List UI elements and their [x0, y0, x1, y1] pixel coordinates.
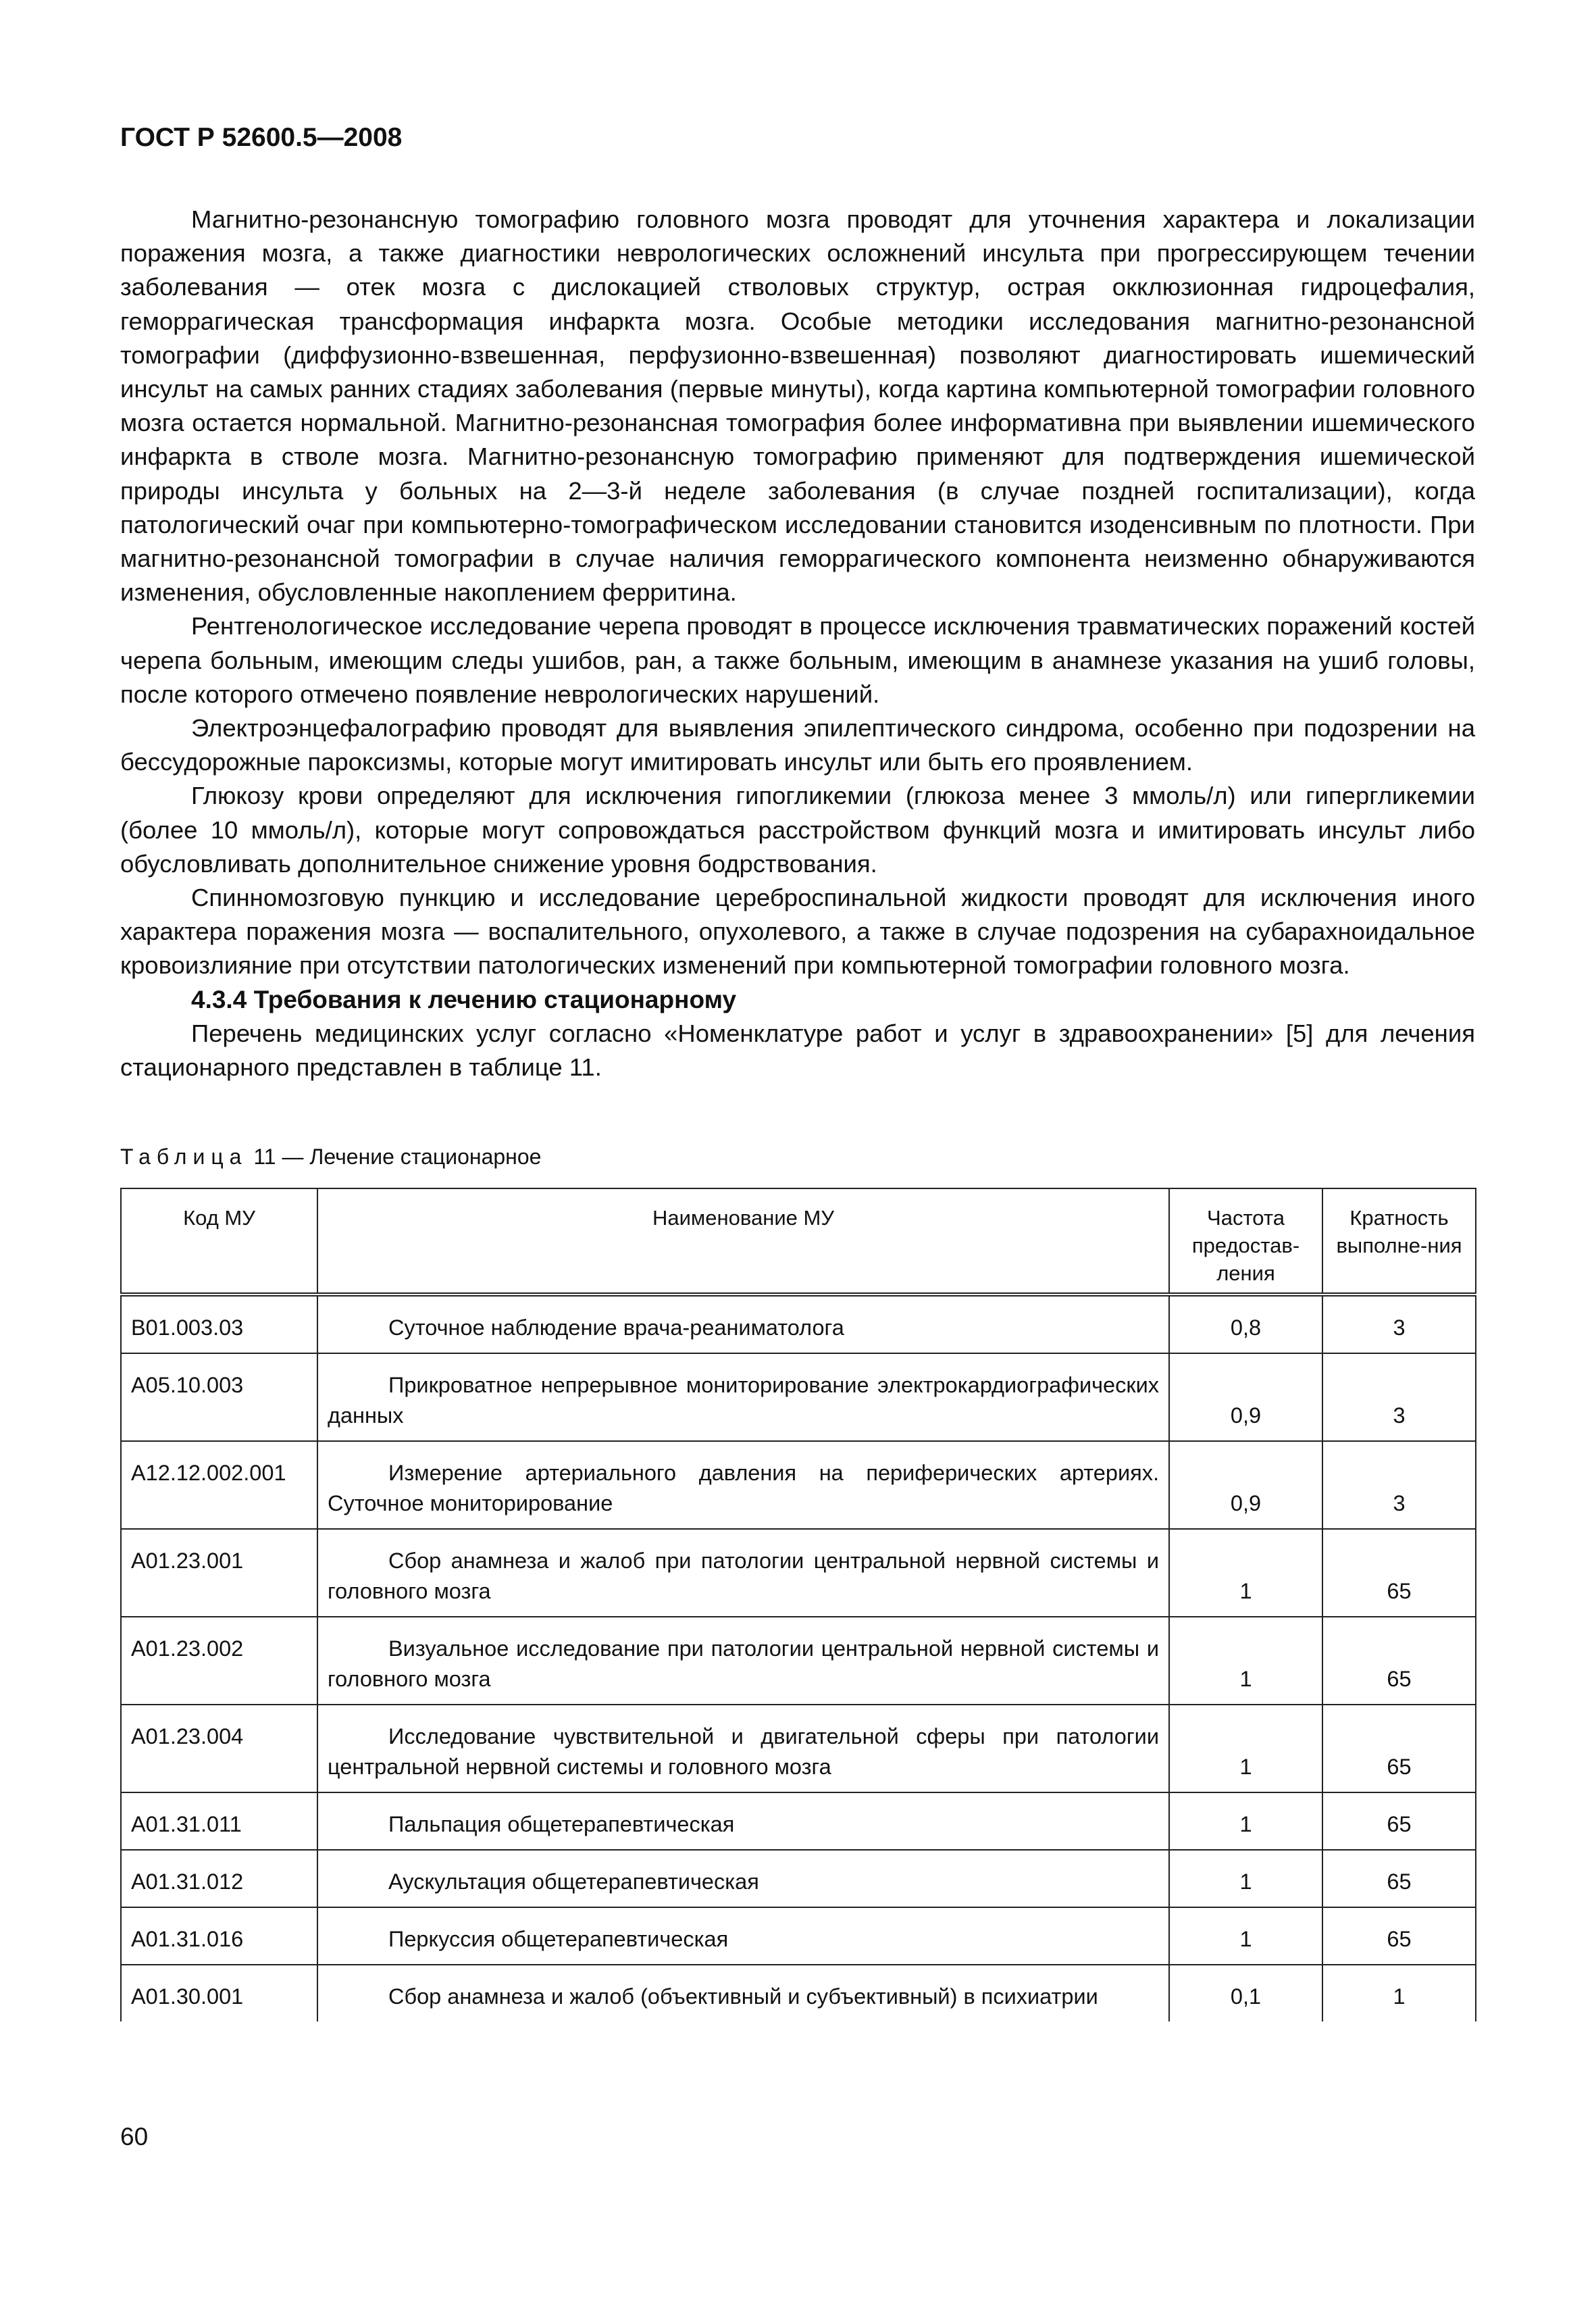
cell-name: Суточное наблюдение врача-реаниматолога — [317, 1294, 1169, 1353]
cell-name: Визуальное исследование при патологии центральной нервной системы и головного мозга — [317, 1617, 1169, 1705]
table-row — [121, 1441, 1476, 1529]
cell-frequency: 1 — [1169, 1529, 1322, 1617]
table-caption — [120, 1143, 541, 1170]
table-row — [121, 1353, 1476, 1441]
cell-code: A01.30.001 — [121, 1965, 317, 2021]
table-caption-title: 11 — Лечение стационарное — [247, 1145, 542, 1169]
cell-multiplicity: 65 — [1322, 1907, 1476, 1965]
table-row — [121, 1617, 1476, 1705]
standard-header: ГОСТ Р 52600.5—2008 — [120, 123, 403, 152]
table-row — [121, 1529, 1476, 1617]
header-multiplicity: Кратность выполне-ния — [1322, 1188, 1476, 1294]
cell-code: A01.31.011 — [121, 1792, 317, 1850]
cell-frequency: 1 — [1169, 1907, 1322, 1965]
cell-frequency: 0,1 — [1169, 1965, 1322, 2021]
cell-multiplicity: 3 — [1322, 1294, 1476, 1353]
cell-code: A05.10.003 — [121, 1353, 317, 1441]
cell-multiplicity: 65 — [1322, 1705, 1476, 1792]
cell-name: Перкуссия общетерапевтическая — [317, 1907, 1169, 1965]
cell-frequency: 0,9 — [1169, 1441, 1322, 1529]
cell-code: A01.23.002 — [121, 1617, 317, 1705]
cell-name: Сбор анамнеза и жалоб при патологии центральной нервной системы и головного мозга — [317, 1529, 1169, 1617]
cell-multiplicity: 1 — [1322, 1965, 1476, 2021]
cell-name: Аускультация общетерапевтическая — [317, 1850, 1169, 1907]
table-row — [121, 1965, 1476, 2021]
page-number: 60 — [120, 2123, 149, 2150]
table-row — [121, 1907, 1476, 1965]
cell-name: Сбор анамнеза и жалоб (объективный и субъективный) в психиатрии — [317, 1965, 1169, 2021]
cell-frequency: 1 — [1169, 1850, 1322, 1907]
cell-multiplicity: 65 — [1322, 1792, 1476, 1850]
header-code: Код МУ — [121, 1188, 317, 1294]
cell-name: Исследование чувствительной и двигательной сферы при патологии центральной нервной системы и головного мозга — [317, 1705, 1169, 1792]
cell-code: A01.23.004 — [121, 1705, 317, 1792]
section-text: Перечень медицинских услуг согласно «Номенклатуре работ и услуг в здравоохранении» [5] для лечения стационарного представлен в таблице 11. — [120, 1019, 1475, 1082]
cell-frequency: 0,9 — [1169, 1353, 1322, 1441]
cell-frequency: 1 — [1169, 1705, 1322, 1792]
header-frequency: Частота предостав-ления — [1169, 1188, 1322, 1294]
cell-frequency: 1 — [1169, 1617, 1322, 1705]
paragraph-mri: Магнитно-резонансную томографию головного мозга проводят для уточнения характера и локализации поражения мозга, а также диагностики неврологических осложнений инсульта при прогрессирующем течении заболевания — отек мозга с дислокацией стволовых структур, острая окклюзионная гидроцефалия, геморрагическая трансформация инфаркта мозга. Особые методики исследования магнитно-резонансной томографии (диффузионно-взвешенная, перфузионно-взвешенная) позволяют диагностировать ишемический инсульт на самых ранних стадиях заболевания (первые минуты), когда картина компьютерной томографии головного мозга остается нормальной. Магнитно-резонансная томография более информативна при выявлении ишемического инфаркта в стволе мозга. Магнитно-резонансную томографию применяют для подтверждения ишемической природы инсульта у больных на 2—3-й неделе заболевания (в случае поздней госпитализации), когда патологический очаг при компьютерно-томографическом исследовании становится изоденсивным по плотности. При магнитно-резонансной томографии в случае наличия геморрагического компонента неизменно обнаруживаются изменения, обусловленные накоплением ферритина. — [120, 205, 1475, 607]
paragraph-xray: Рентгенологическое исследование черепа проводят в процессе исключения травматических поражений костей черепа больным, имеющим следы ушибов, ран, а также больным, имеющим в анамнезе указания на ушиб головы, после которого отмечено появление неврологических нарушений. — [120, 612, 1475, 708]
cell-code: A01.31.016 — [121, 1907, 317, 1965]
cell-multiplicity: 65 — [1322, 1850, 1476, 1907]
cell-name: Пальпация общетерапевтическая — [317, 1792, 1169, 1850]
table-row — [121, 1792, 1476, 1850]
table-row — [121, 1294, 1476, 1353]
services-table — [120, 1188, 1476, 2021]
header-name: Наименование МУ — [317, 1188, 1169, 1294]
paragraph-eeg: Электроэнцефалографию проводят для выявления эпилептического синдрома, особенно при подозрении на бессудорожные пароксизмы, которые могут имитировать инсульт или быть его проявлением. — [120, 714, 1475, 776]
cell-multiplicity: 3 — [1322, 1441, 1476, 1529]
table-header-row — [121, 1188, 1476, 1294]
cell-name: Измерение артериального давления на периферических артериях. Суточное мониторирование — [317, 1441, 1169, 1529]
table-row — [121, 1850, 1476, 1907]
cell-name: Прикроватное непрерывное мониторирование электрокардиографических данных — [317, 1353, 1169, 1441]
cell-frequency: 1 — [1169, 1792, 1322, 1850]
table-row — [121, 1705, 1476, 1792]
cell-multiplicity: 65 — [1322, 1529, 1476, 1617]
cell-code: A01.23.001 — [121, 1529, 317, 1617]
paragraph-glucose: Глюкозу крови определяют для исключения гипогликемии (глюкоза менее 3 ммоль/л) или гипергликемии (более 10 ммоль/л), которые могут сопровождаться расстройством функций мозга и имитировать инсульт либо обусловливать дополнительное снижение уровня бодрствования. — [120, 782, 1475, 878]
cell-frequency: 0,8 — [1169, 1294, 1322, 1353]
cell-multiplicity: 65 — [1322, 1617, 1476, 1705]
cell-code: B01.003.03 — [121, 1294, 317, 1353]
table-caption-label: Таблица — [120, 1145, 248, 1169]
section-heading: 4.3.4 Требования к лечению стационарному — [191, 985, 737, 1013]
body-text — [120, 203, 1475, 1084]
cell-multiplicity: 3 — [1322, 1353, 1476, 1441]
paragraph-lumbar: Спинномозговую пункцию и исследование цереброспинальной жидкости проводят для исключения иного характера поражения мозга — воспалительного, опухолевого, а также в случае подозрения на субарахноидальное кровоизлияние при отсутствии патологических изменений при компьютерной томографии головного мозга. — [120, 884, 1475, 980]
cell-code: A12.12.002.001 — [121, 1441, 317, 1529]
cell-code: A01.31.012 — [121, 1850, 317, 1907]
